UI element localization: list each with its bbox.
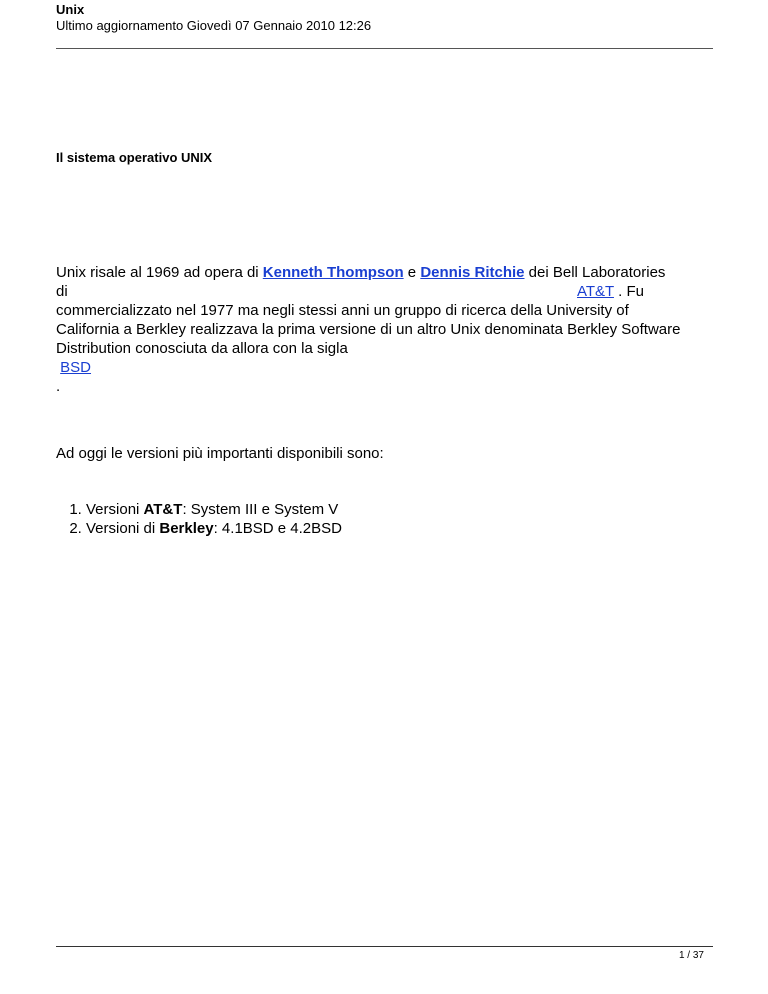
document-title: Unix [56, 2, 85, 17]
text-run: Versioni [86, 501, 144, 518]
list-item [86, 519, 342, 538]
paragraph-line: California a Berkley realizzava la prima versione di un altro Unix denominata Berkley Software [56, 321, 681, 338]
text-run: Unix risale al 1969 ad opera di [56, 264, 263, 281]
page-number: 1 / 37 [678, 950, 704, 961]
bold-text: Berkley [159, 520, 214, 537]
text-run: dei Bell Laboratories [524, 264, 666, 281]
paragraph-line: Distribution conosciuta da allora con la sigla [56, 340, 348, 357]
versions-intro-paragraph: Ad oggi le versioni più importanti disponibili sono: [56, 445, 384, 462]
text-run: e [403, 264, 421, 281]
text-run: : 4.1BSD e 4.2BSD [213, 520, 342, 537]
article-heading: Il sistema operativo UNIX [56, 150, 213, 165]
link-bsd[interactable]: BSD [60, 359, 92, 376]
header-divider [56, 48, 713, 49]
list-item [86, 500, 342, 519]
paragraph-line [56, 282, 716, 301]
paragraph-line [56, 358, 716, 377]
text-run: : System III e System V [182, 501, 339, 518]
text-run: di [56, 283, 68, 300]
intro-paragraph [56, 263, 716, 396]
link-dennis-ritchie[interactable]: Dennis Ritchie [420, 264, 525, 281]
text-run: . Fu [613, 283, 644, 300]
footer-divider [56, 946, 713, 947]
link-att[interactable]: AT&T [577, 283, 614, 300]
paragraph-line: commercializzato nel 1977 ma negli stessi anni un gruppo di ricerca della University of [56, 302, 629, 319]
text-run: Versioni di [86, 520, 160, 537]
bold-text: AT&T [143, 501, 183, 518]
link-kenneth-thompson[interactable]: Kenneth Thompson [262, 264, 404, 281]
versions-list [56, 500, 342, 538]
last-updated-text: Ultimo aggiornamento Giovedì 07 Gennaio 2010 12:26 [56, 18, 372, 33]
paragraph-line: . [56, 378, 61, 395]
paragraph-line [56, 263, 716, 282]
